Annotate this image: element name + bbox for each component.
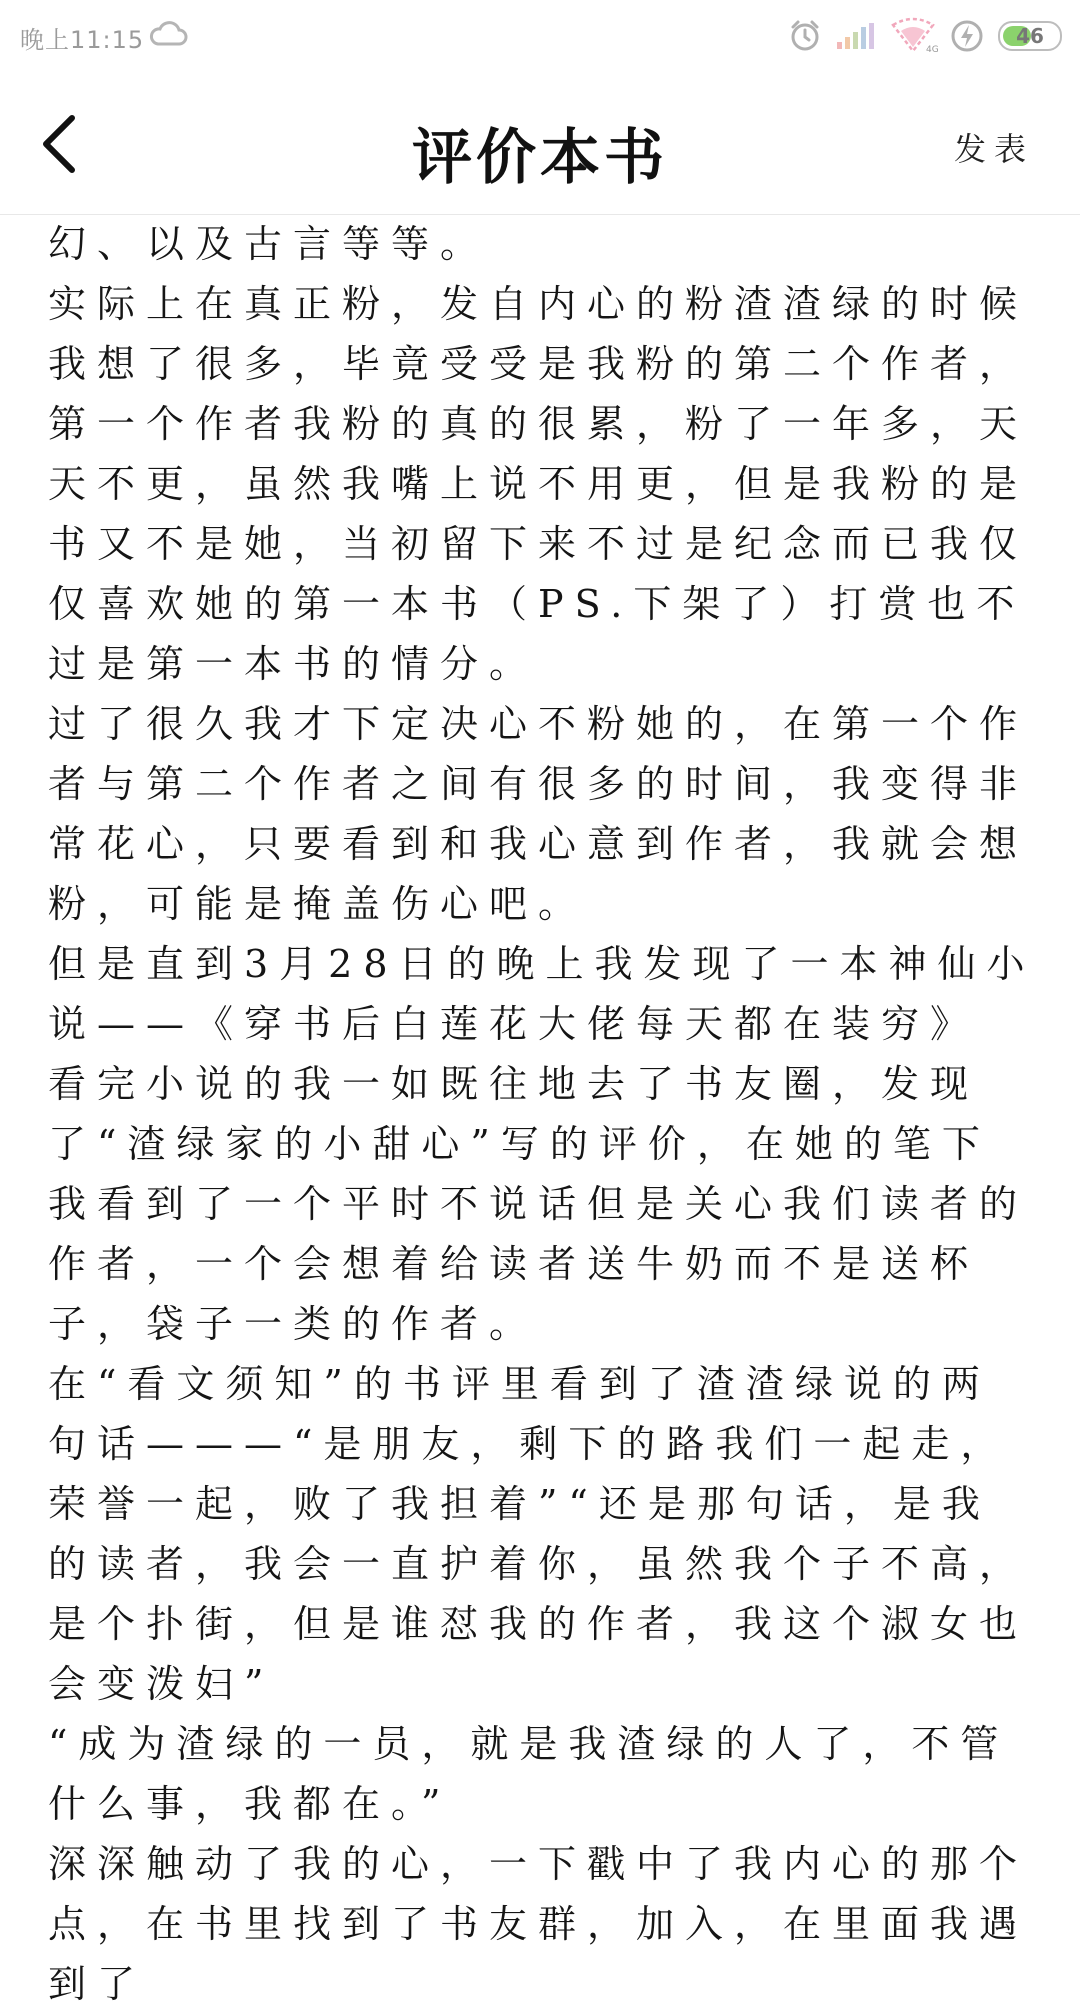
- wifi-icon: [890, 19, 939, 55]
- header: [0, 72, 1080, 215]
- review-text-area[interactable]: [48, 214, 1038, 2006]
- publish-button[interactable]: 发表: [953, 130, 1034, 168]
- review-paragraph: 但是直到3月28日的晚上我发现了一本神仙小说——《穿书后白莲花大佬每天都在装穷》: [48, 942, 1036, 1046]
- status-time: 晚上11:15: [20, 26, 145, 54]
- svg-text:4G: 4G: [926, 45, 939, 55]
- review-paragraph: 在“看文须知”的书评里看到了渣渣绿说的两句话———“是朋友，剩下的路我们一起走，荣誉一起，败了我担着”“还是那句话，是我的读者，我会一直护着你，虽然我个子不高，是个扑街，但是谁怼我的作者，我这个淑女也会变泼妇”: [48, 1362, 1029, 1706]
- charging-icon: [950, 19, 984, 53]
- review-paragraph: 实际上在真正粉，发自内心的粉渣渣绿的时候我想了很多，毕竟受受是我粉的第二个作者，第一个作者我粉的真的很累，粉了一年多，天天不更，虽然我嘴上说不用更，但是我粉的是书又不是她，当初留下来不过是纪念而已我仅仅喜欢她的第一本书（PS.下架了）打赏也不过是第一本书的情分。: [48, 282, 1029, 686]
- status-icons: [788, 16, 1062, 56]
- signal-icon: [836, 22, 876, 50]
- battery-indicator: [998, 21, 1062, 51]
- alarm-icon: [788, 19, 822, 53]
- review-paragraph: 幻、以及古言等等。: [48, 222, 490, 266]
- review-paragraph: 看完小说的我一如既往地去了书友圈，发现了“渣绿家的小甜心”写的评价，在她的笔下我看到了一个平时不说话但是关心我们读者的作者，一个会想着给读者送牛奶而不是送杯子，袋子一类的作者。: [48, 1062, 1029, 1346]
- review-paragraph: “成为渣绿的一员，就是我渣绿的人了，不管什么事，我都在。”: [48, 1722, 1010, 1826]
- cloud-icon: [148, 20, 188, 48]
- review-paragraph: 深深触动了我的心，一下戳中了我内心的那个点，在书里找到了书友群，加入，在里面我遇到了: [48, 1842, 1029, 2006]
- status-bar: [0, 0, 1080, 72]
- battery-percent: 46: [1016, 24, 1044, 48]
- page-title: 评价本书: [412, 123, 668, 193]
- review-paragraph: 过了很久我才下定决心不粉她的，在第一个作者与第二个作者之间有很多的时间，我变得非常花心，只要看到和我心意到作者，我就会想粉，可能是掩盖伤心吧。: [48, 702, 1029, 926]
